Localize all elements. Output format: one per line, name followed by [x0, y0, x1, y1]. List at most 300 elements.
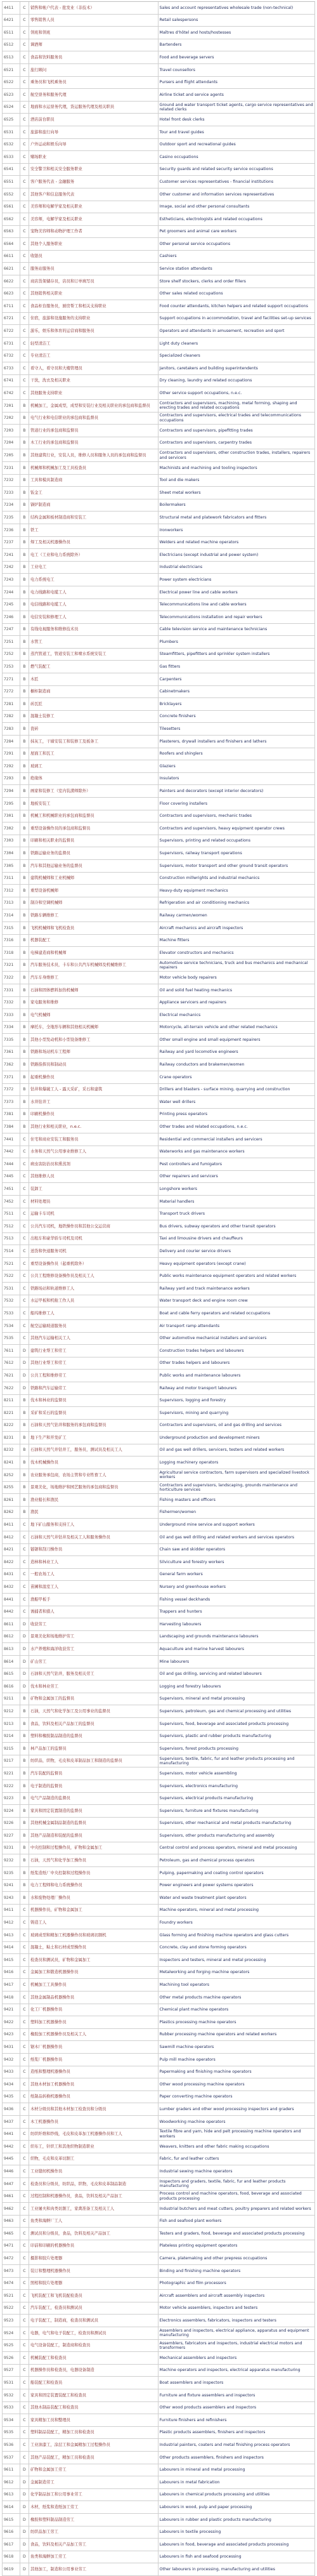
chinese-title-cell: 纸浆造纸厂中央控制和过程操作员 [29, 1867, 158, 1879]
noc-code-cell: 7316 [3, 935, 20, 947]
skill-level-cell: B [20, 1432, 29, 1444]
table-row [2, 723, 315, 736]
noc-code-cell: 7305 [3, 860, 20, 872]
noc-code-cell: 7237 [3, 537, 20, 549]
chinese-title-cell: 汽车车身维修工 [29, 972, 158, 984]
noc-code-cell: 9614 [3, 2501, 20, 2513]
noc-code-cell: 9532 [3, 2389, 20, 2401]
noc-code-cell: 9461 [3, 2191, 20, 2203]
noc-code-cell: 9215 [3, 1743, 20, 1755]
skill-level-cell: B [20, 1022, 29, 1034]
skill-level-cell: D [20, 1357, 29, 1370]
chinese-title-cell: 鱼类和海鲜加工劳工 [29, 2551, 158, 2563]
english-title-cell: Contractors and supervisors, electrical trades and telecommunications occupations [158, 413, 315, 425]
english-title-cell: Airline ticket and service agents [158, 89, 315, 101]
skill-level-cell: C [20, 1295, 29, 1307]
english-title-cell: Railway and motor transport labourers [158, 1382, 315, 1394]
english-title-cell: Labourers in chemical products processing and utilities [158, 2489, 315, 2501]
chinese-title-cell: 飞机装配工和飞机装配检查员 [29, 2290, 158, 2302]
chinese-title-cell: 机械加工工具操作员 [29, 1979, 158, 1991]
chinese-title-cell: 工业电工 [29, 562, 158, 574]
table-row [2, 1047, 315, 1059]
noc-code-cell: 9437 [3, 2116, 20, 2128]
english-title-cell: Supervisors, mineral and metal processing [158, 1693, 315, 1705]
english-title-cell: Concrete finishers [158, 711, 315, 723]
english-title-cell: Steamfitters, pipefitters and sprinkler system installers [158, 649, 315, 661]
noc-code-cell: 7512 [3, 1220, 20, 1232]
chinese-title-cell: 安全警卫和相关安全服务职业 [29, 164, 158, 176]
english-title-cell: Fishermen/women [158, 1507, 315, 1519]
chinese-title-cell: 旅行顾问 [29, 64, 158, 76]
english-title-cell: Supervisors, forest products processing [158, 1743, 315, 1755]
table-row [2, 2551, 315, 2564]
noc-code-cell: 6524 [3, 102, 20, 114]
chinese-title-cell: 矿物和金属加工劳工 [29, 2464, 158, 2476]
noc-code-cell: 7521 [3, 1258, 20, 1270]
table-row [2, 1643, 315, 1656]
skill-level-cell: D [20, 1618, 29, 1630]
table-row [2, 2029, 315, 2042]
noc-code-cell: 7332 [3, 997, 20, 1009]
table-row [2, 1767, 315, 1780]
table-row [2, 1357, 315, 1370]
chinese-title-cell: 电子制造的监督员 [29, 1780, 158, 1792]
english-title-cell: Plasterers, drywall installers and finishers and lathers [158, 736, 315, 748]
skill-level-cell: C [20, 1531, 29, 1543]
table-row [2, 1531, 315, 1544]
table-row [2, 139, 315, 152]
skill-level-cell: C [20, 126, 29, 138]
skill-level-cell: B [20, 984, 29, 996]
chinese-title-cell: 其他金属制品机器操作员 [29, 1991, 158, 2004]
table-row [2, 1233, 315, 1246]
table-row [2, 2141, 315, 2153]
english-title-cell: Trappers and hunters [158, 1606, 315, 1618]
table-row [2, 1842, 315, 1855]
table-row [2, 1668, 315, 1681]
skill-level-cell: B [20, 462, 29, 474]
noc-code-cell: 6532 [3, 139, 20, 151]
noc-code-cell: 6531 [3, 126, 20, 138]
table-row [2, 313, 315, 326]
chinese-title-cell: 水务和天然气公用事业维修工人 [29, 1146, 158, 1158]
noc-code-cell: 7201 [3, 400, 20, 412]
chinese-title-cell: 锯木厂机器操作员 [29, 2041, 158, 2053]
chinese-title-cell: 有线电视服务和维修技术员 [29, 624, 158, 636]
table-row [2, 1158, 315, 1171]
english-title-cell: Other repairers and servicers [158, 1171, 315, 1183]
skill-level-cell: B [20, 1096, 29, 1108]
english-title-cell: Papermaking and finishing machine operators [158, 2066, 315, 2078]
skill-level-cell: B [20, 1743, 29, 1755]
noc-code-cell: 9413 [3, 1929, 20, 1941]
table-row [2, 164, 315, 176]
skill-level-cell: C [20, 2153, 29, 2165]
english-title-cell: Metalworking and forging machine operators [158, 1967, 315, 1979]
table-row [2, 960, 315, 972]
chinese-title-cell: 电梯建造商和机械师 [29, 947, 158, 959]
english-title-cell: Industrial painters, coaters and metal finishing process operators [158, 2439, 315, 2451]
skill-level-cell: C [20, 1606, 29, 1618]
skill-level-cell: C [20, 2191, 29, 2203]
english-title-cell: Supervisors, railway transport operations [158, 847, 315, 859]
skill-level-cell: B [20, 1767, 29, 1780]
noc-code-cell: 7361 [3, 1047, 20, 1059]
chinese-title-cell: 铁路车辆维修工 [29, 909, 158, 921]
table-row [2, 1345, 315, 1357]
table-row [2, 1494, 315, 1507]
skill-level-cell: B [20, 835, 29, 847]
table-row [2, 1991, 315, 2004]
chinese-title-cell: 收银员 [29, 251, 158, 263]
chinese-title-cell: 地下生产和开发矿工 [29, 1432, 158, 1444]
english-title-cell: Glass forming and finishing machine operators and glass cutters [158, 1929, 315, 1941]
noc-code-cell: 8441 [3, 1594, 20, 1606]
table-row [2, 1954, 315, 1967]
table-row [2, 1295, 315, 1308]
chinese-title-cell: 其他行业帮工和劳工 [29, 1357, 158, 1370]
noc-code-cell: 8261 [3, 1494, 20, 1506]
noc-code-cell: 9423 [3, 2029, 20, 2041]
english-title-cell: Structural metal and platework fabricators and fitters [158, 512, 315, 524]
table-row [2, 2004, 315, 2017]
english-title-cell: Labourers in fish and seafood processing [158, 2551, 315, 2563]
skill-level-cell: B [20, 549, 29, 561]
english-title-cell: Silviculture and forestry workers [158, 1556, 315, 1568]
english-title-cell: Specialized cleaners [158, 350, 315, 362]
table-row [2, 27, 315, 39]
chinese-title-cell: 重型设备操作员（起重机除外） [29, 1258, 158, 1270]
english-title-cell: Plastics processing machine operators [158, 2016, 315, 2028]
english-title-cell: Landscaping and grounds maintenance labourers [158, 1631, 315, 1643]
table-row [2, 2290, 315, 2302]
chinese-title-cell: 塑料制品装配工，精加工员和检查员 [29, 2427, 158, 2439]
skill-level-cell: B [20, 1109, 29, 1121]
english-title-cell: Central control and process operators, mineral and metal processing [158, 1842, 315, 1854]
skill-level-cell: C [20, 325, 29, 337]
english-title-cell: Supervisors, motor transport and other ground transit operators [158, 860, 315, 872]
skill-level-cell: B [20, 947, 29, 959]
english-title-cell: Power system electricians [158, 574, 315, 586]
skill-level-cell: C [20, 2365, 29, 2377]
skill-level-cell: B [20, 1854, 29, 1866]
chinese-title-cell: 住宿，旅游和设施服务的支持职业 [29, 313, 158, 325]
skill-level-cell: C [20, 188, 29, 201]
table-row [2, 2489, 315, 2502]
occupation-table [2, 1, 315, 2576]
table-row [2, 462, 315, 475]
english-title-cell: Mine labourers [158, 1656, 315, 1668]
chinese-title-cell: 起重机操作员 [29, 1071, 158, 1083]
english-title-cell: Textile fibre and yarn, hide and pelt processing machine operators and workers [158, 2129, 315, 2141]
skill-level-cell: C [20, 2004, 29, 2016]
skill-level-cell: C [20, 2, 29, 14]
noc-code-cell: 7314 [3, 909, 20, 921]
english-title-cell: Automotive service technicians, truck and bus mechanics and mechanical repairers [158, 960, 315, 972]
table-row [2, 1444, 315, 1457]
table-row [2, 201, 315, 214]
noc-code-cell: 9433 [3, 2066, 20, 2078]
english-title-cell: Underground mine service and support workers [158, 1519, 315, 1531]
skill-level-cell: B [20, 1818, 29, 1830]
skill-level-cell: B [20, 400, 29, 412]
noc-code-cell: 6742 [3, 387, 20, 399]
skill-level-cell: B [20, 860, 29, 872]
table-row [2, 661, 315, 673]
english-title-cell: Lumber graders and other wood processing inspectors and graders [158, 2103, 315, 2115]
chinese-title-cell: 水井钻井工 [29, 1096, 158, 1108]
table-row [2, 2414, 315, 2427]
english-title-cell: Other sales related occupations [158, 288, 315, 300]
skill-level-cell: C [20, 1594, 29, 1606]
table-row [2, 2103, 315, 2116]
english-title-cell: Chemical plant machine operators [158, 2004, 315, 2016]
table-row [2, 1693, 315, 1706]
english-title-cell: Estheticians, electrologists and related occupations [158, 213, 315, 225]
noc-code-cell: 7381 [3, 1109, 20, 1121]
noc-code-cell: 9445 [3, 2153, 20, 2165]
chinese-title-cell: 装订和整理机器操作员 [29, 2265, 158, 2277]
chinese-title-cell: 印刷机操作员 [29, 1109, 158, 1121]
english-title-cell: Mechanical assemblers and inspectors [158, 2352, 315, 2364]
noc-code-cell: 6421 [3, 15, 20, 27]
skill-level-cell: B [20, 698, 29, 710]
table-row [2, 2278, 315, 2290]
table-row [2, 2116, 315, 2129]
skill-level-cell: C [20, 1967, 29, 1979]
english-title-cell: Contractors and supervisors, oil and gas drilling and services [158, 1420, 315, 1432]
english-title-cell: Oil and gas well drillers, servicers, testers and related workers [158, 1444, 315, 1456]
chinese-title-cell: 橡胶和塑料制品制造劳工 [29, 2514, 158, 2526]
table-row [2, 760, 315, 773]
skill-level-cell: C [20, 2340, 29, 2352]
skill-level-cell: B [20, 1034, 29, 1046]
chinese-title-cell: 电力系统电工 [29, 574, 158, 586]
table-row [2, 2165, 315, 2178]
english-title-cell: Customer services representatives - financial institutions [158, 176, 315, 188]
chinese-title-cell: 家具和固定装置制造的监督员 [29, 1805, 158, 1817]
noc-code-cell: 7335 [3, 1034, 20, 1046]
skill-level-cell: C [20, 2452, 29, 2464]
english-title-cell: Fabric, fur and leather cutters [158, 2153, 315, 2165]
noc-code-cell: 9462 [3, 2203, 20, 2215]
table-row [2, 425, 315, 437]
skill-level-cell: C [20, 1220, 29, 1232]
chinese-title-cell: 玻璃成型和精加工机器操作员和玻璃切割机 [29, 1929, 158, 1941]
noc-code-cell: 7611 [3, 1345, 20, 1357]
english-title-cell: Construction millwrights and industrial mechanics [158, 873, 315, 885]
skill-level-cell: C [20, 2091, 29, 2103]
noc-code-cell: 9526 [3, 2352, 20, 2364]
chinese-title-cell: 纺织品加工劳工 [29, 2526, 158, 2539]
noc-code-cell: 7241 [3, 549, 20, 561]
chinese-title-cell: 燃气装配工 [29, 661, 158, 673]
table-row [2, 2129, 315, 2141]
chinese-title-cell: 铁路运输业务的监督员 [29, 847, 158, 859]
table-row [2, 736, 315, 748]
chinese-title-cell: 调酒师 [29, 39, 158, 51]
table-row [2, 1830, 315, 1842]
skill-level-cell: B [20, 1867, 29, 1879]
skill-level-cell: C [20, 251, 29, 263]
table-row [2, 2302, 315, 2315]
skill-level-cell: B [20, 897, 29, 909]
skill-level-cell: C [20, 1245, 29, 1257]
english-title-cell: Contractors and supervisors, mechanic trades [158, 810, 315, 822]
skill-level-cell: D [20, 2464, 29, 2476]
english-title-cell: Supervisors, plastic and rubber products manufacturing [158, 1731, 315, 1743]
table-row [2, 2, 315, 15]
chinese-title-cell: 其他个人服务职业 [29, 238, 158, 250]
skill-level-cell: B [20, 760, 29, 772]
skill-level-cell: C [20, 2029, 29, 2041]
table-row [2, 549, 315, 562]
english-title-cell: Janitors, caretakers and building superintendents [158, 362, 315, 374]
english-title-cell: Other wood products assemblers and inspectors [158, 2402, 315, 2414]
chinese-title-cell: 轻型清洁工 [29, 338, 158, 350]
noc-code-cell: 9612 [3, 2476, 20, 2488]
english-title-cell: Other products assemblers, finishers and inspectors [158, 2452, 315, 2464]
table-row [2, 1519, 315, 1531]
english-title-cell: Construction trades helpers and labourers [158, 1345, 315, 1357]
noc-code-cell: 7245 [3, 599, 20, 611]
table-row [2, 102, 315, 114]
chinese-title-cell: 渔业船长和渔民 [29, 1494, 158, 1506]
english-title-cell: Electricians (except industrial and power system) [158, 549, 315, 561]
chinese-title-cell: 其他行业和相关职业，n.e.c. [29, 1121, 158, 1133]
noc-code-cell: 6511 [3, 27, 20, 39]
noc-code-cell: 7445 [3, 1171, 20, 1183]
table-row [2, 413, 315, 425]
skill-level-cell: B [20, 636, 29, 648]
chinese-title-cell: 地面和水运票务代理，货运服务代理及相关职员 [29, 102, 158, 114]
chinese-title-cell: 铁路场站和轨道维修工人 [29, 1283, 158, 1295]
table-row [2, 2427, 315, 2440]
table-row [2, 1245, 315, 1258]
table-row [2, 711, 315, 723]
noc-code-cell: 8421 [3, 1544, 20, 1556]
noc-code-cell: 7202 [3, 413, 20, 425]
skill-level-cell: B [20, 873, 29, 885]
skill-level-cell: B [20, 611, 29, 623]
chinese-title-cell: 其他客户和信息服务代表 [29, 188, 158, 201]
noc-code-cell: 6733 [3, 362, 20, 374]
noc-code-cell: 9226 [3, 1818, 20, 1830]
chinese-title-cell: 矿物和金属加工的监督员 [29, 1693, 158, 1705]
skill-level-cell: C [20, 1333, 29, 1345]
skill-level-cell: B [20, 847, 29, 859]
chinese-title-cell: 测试员和分级员，食品，饮料及相关产品加工 [29, 2228, 158, 2240]
skill-level-cell: C [20, 1283, 29, 1295]
table-row [2, 1569, 315, 1582]
chinese-title-cell: 混凝土装修工 [29, 711, 158, 723]
skill-level-cell: B [20, 723, 29, 735]
chinese-title-cell: 食品，饮料及相关产品加工劳工 [29, 2539, 158, 2551]
chinese-title-cell: 塑料和橡胶制品制造的监督员 [29, 1731, 158, 1743]
skill-level-cell: B [20, 810, 29, 822]
skill-level-cell: C [20, 201, 29, 213]
chinese-title-cell: 印刷和相关职业的监督员 [29, 835, 158, 847]
chinese-title-cell: 塑料加工机器操作员 [29, 2016, 158, 2028]
english-title-cell: Maîtres d'hôtel and hosts/hostesses [158, 27, 315, 39]
skill-level-cell: B [20, 1407, 29, 1419]
table-row [2, 947, 315, 960]
chinese-title-cell: 电气机械师 [29, 1009, 158, 1021]
english-title-cell: Other metal products machine operators [158, 1991, 315, 2004]
noc-code-cell: 7532 [3, 1295, 20, 1307]
skill-level-cell: B [20, 1705, 29, 1717]
skill-level-cell: B [20, 686, 29, 698]
chinese-title-cell: 渔民 [29, 1507, 158, 1519]
skill-level-cell: B [20, 475, 29, 487]
table-row [2, 39, 315, 52]
noc-code-cell: 6525 [3, 114, 20, 126]
table-row [2, 798, 315, 810]
table-row [2, 2514, 315, 2526]
table-row [2, 114, 315, 126]
chinese-title-cell: 瓷砖 [29, 723, 158, 735]
chinese-title-cell: 零售销售人员 [29, 15, 158, 27]
noc-code-cell: 6551 [3, 176, 20, 188]
english-title-cell: Pest controllers and fumigators [158, 1158, 315, 1170]
table-row [2, 1183, 315, 1196]
noc-code-cell: 9412 [3, 1917, 20, 1929]
noc-code-cell: 7535 [3, 1333, 20, 1345]
chinese-title-cell: 纸浆厂机器操作员 [29, 2054, 158, 2066]
skill-level-cell: C [20, 2252, 29, 2264]
chinese-title-cell: 其他木材加工机器操作员 [29, 2078, 158, 2091]
noc-code-cell: 7292 [3, 760, 20, 772]
table-row [2, 1755, 315, 1768]
english-title-cell: Power engineers and power systems operators [158, 1880, 315, 1892]
table-row [2, 350, 315, 363]
table-row [2, 2377, 315, 2389]
english-title-cell: Chain saw and skidder operators [158, 1544, 315, 1556]
skill-level-cell: C [20, 2439, 29, 2451]
english-title-cell: Carpenters [158, 673, 315, 685]
table-row [2, 1854, 315, 1867]
english-title-cell: Food and beverage servers [158, 51, 315, 63]
noc-code-cell: 7204 [3, 437, 20, 449]
skill-level-cell: B [20, 673, 29, 685]
chinese-title-cell: 电气设备装配工，制造商和检查员 [29, 2340, 158, 2352]
chinese-title-cell: 景观美化，场地维护和园艺服务的承包商和监督员 [29, 1482, 158, 1494]
chinese-title-cell: 航空运输坡道服务员 [29, 1320, 158, 1332]
noc-code-cell: 7362 [3, 1059, 20, 1071]
chinese-title-cell: 木工机器操作员 [29, 2116, 158, 2128]
chinese-title-cell: 工业缝纫机操作员 [29, 2165, 158, 2177]
noc-code-cell: 6552 [3, 188, 20, 201]
table-row [2, 487, 315, 499]
skill-level-cell: C [20, 1158, 29, 1170]
english-title-cell: Pursers and flight attendants [158, 77, 315, 89]
skill-level-cell: D [20, 1643, 29, 1655]
chinese-title-cell: 电信线路和电缆工人 [29, 599, 158, 611]
skill-level-cell: C [20, 238, 29, 250]
table-row [2, 1208, 315, 1221]
english-title-cell: Cable television service and maintenance technicians [158, 624, 315, 636]
english-title-cell: Furniture finishers and refinishers [158, 2414, 315, 2426]
chinese-title-cell: 景观美化和场地维护劳工 [29, 1631, 158, 1643]
chinese-title-cell: 伐木机械操作员 [29, 1456, 158, 1469]
skill-level-cell: B [20, 1420, 29, 1432]
skill-level-cell: B [20, 1071, 29, 1083]
skill-level-cell: D [20, 1681, 29, 1693]
noc-code-cell: 8611 [3, 1618, 20, 1630]
chinese-title-cell: 化学制品加工和公用事业劳工 [29, 2489, 158, 2501]
chinese-title-cell: 汽车装配工，检查员和测试员 [29, 2302, 158, 2315]
noc-code-cell: 7232 [3, 475, 20, 487]
